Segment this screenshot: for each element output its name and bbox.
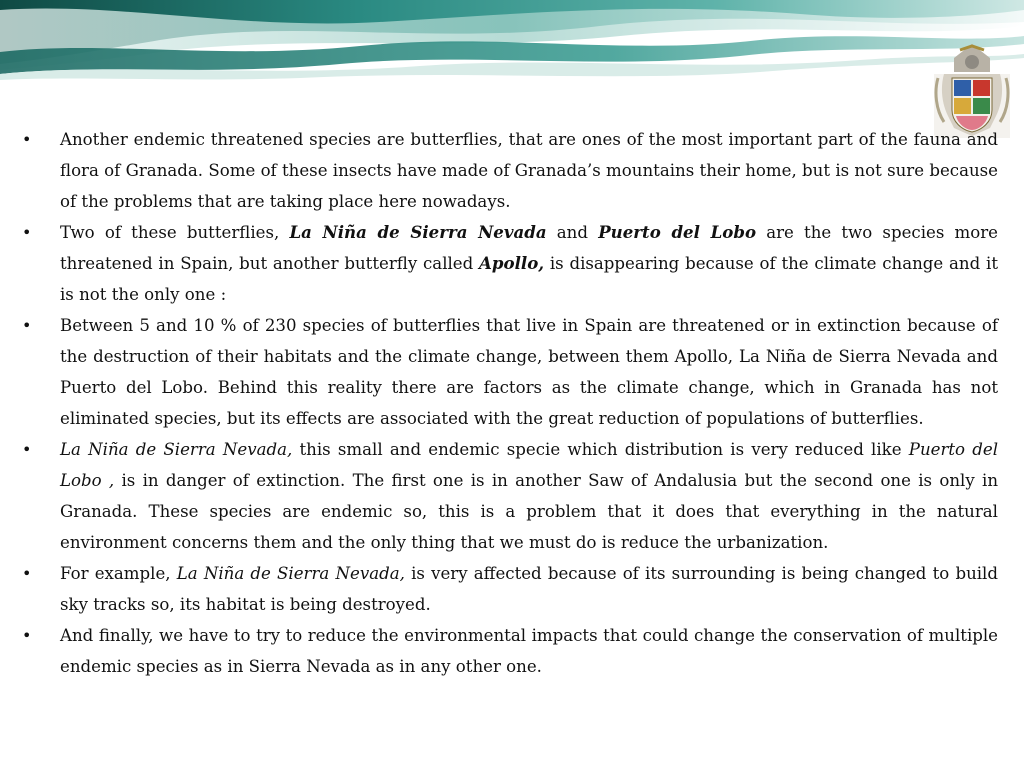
bullet-text: Between 5 and 10 % of 230 species of butterflies that live in Spain are threatened or in extinction because of the destruction of their habitats and the climate change, between them Apollo, La Niña de Sierra Nevada and Puerto del Lobo. Behind this reality there are factors as the climate change, which in Granada has not eliminated species, but its effects are associated with the great reduction of populations of butterflies. [60,316,998,428]
bullet-text: this small and endemic specie which distribution is very reduced like [292,440,909,459]
species-name: Puerto del Lobo , [60,440,999,490]
bullet-item [22,434,998,558]
bullet-text: is very affected because of its surrounding is being changed to build sky tracks so, its habitat is being destroyed. [60,564,998,614]
bullet-text: Two of these butterflies, [60,223,290,242]
bullet-icon: • [22,316,32,335]
bullet-item [22,620,998,682]
bullet-icon: • [22,564,32,583]
species-name: Puerto del Lobo [598,222,757,242]
bullet-text: For example, [60,564,177,583]
species-name: La Niña de Sierra Nevada [289,222,547,242]
bullet-text: are the two species more threatened in Spain, but another butterfly called [60,223,998,273]
species-name: La Niña de Sierra Nevada, [60,440,293,459]
bullet-item [22,217,998,310]
species-name: La Niña de Sierra Nevada, [176,564,405,583]
bullet-text: and [546,223,599,242]
bullet-item [22,124,998,217]
bullet-list [22,124,998,682]
bullet-item [22,310,998,434]
bullet-icon: • [22,130,32,149]
bullet-text: And finally, we have to try to reduce the environmental impacts that could change the conservation of multiple endemic species as in Sierra Nevada as in any other one. [60,626,998,676]
bullet-icon: • [22,440,32,459]
bullet-text: is disappearing because of the climate change and it is not the only one : [60,254,998,304]
bullet-item [22,558,998,620]
bullet-text: Another endemic threatened species are butterflies, that are ones of the most important part of the fauna and flora of Granada. Some of these insects have made of Granada’s mountains their home, but is not sure because of the problems that are taking place here nowadays. [60,130,998,211]
wave-banner [0,0,1024,80]
bullet-icon: • [22,223,32,242]
species-name: Apollo, [479,253,545,273]
bullet-icon: • [22,626,32,645]
bullet-text: is in danger of extinction. The first one is in another Saw of Andalusia but the second one is only in Granada. These species are endemic so, this is a problem that it does that everything in the natural environment concerns them and the only thing that we must do is reduce the urbanization. [60,471,999,552]
